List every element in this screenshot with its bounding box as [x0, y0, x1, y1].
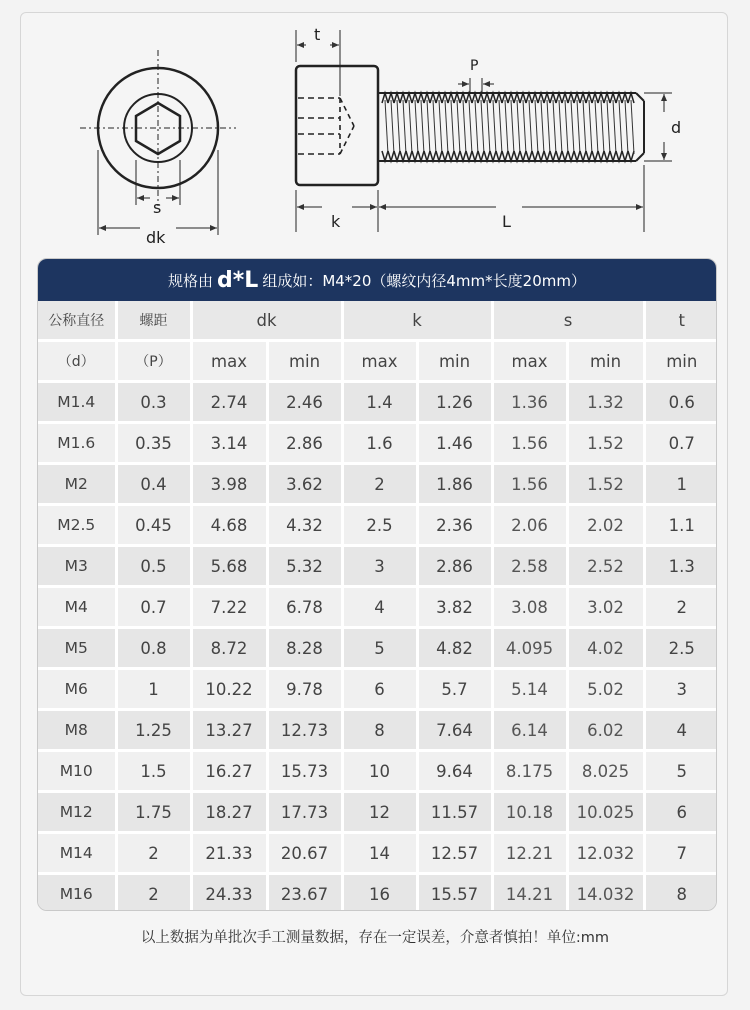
thread-tooth	[628, 151, 634, 161]
thread-line	[553, 100, 556, 154]
cell-k-min: 11.57	[417, 792, 492, 833]
cell-pitch: 0.8	[116, 628, 191, 669]
cell-t-min: 1	[644, 464, 717, 505]
thread-line	[595, 100, 598, 154]
thread-line	[439, 100, 442, 154]
cell-k-max: 5	[342, 628, 417, 669]
header-row-2	[38, 341, 717, 382]
cell-dk-max: 5.68	[191, 546, 267, 587]
thread-tooth	[424, 151, 430, 161]
table-row	[38, 669, 717, 710]
thread-tooth	[610, 151, 616, 161]
table-row	[38, 792, 717, 833]
thread-line	[499, 100, 502, 154]
cell-s-max: 2.06	[492, 505, 567, 546]
header-s: s	[492, 301, 644, 341]
thread-tooth	[388, 151, 394, 161]
thread-tooth	[532, 151, 538, 161]
screw-head	[296, 66, 378, 185]
cell-dk-max: 18.27	[191, 792, 267, 833]
cell-nominal-diameter: M3	[38, 546, 116, 587]
d-label: d	[671, 118, 682, 137]
thread-tooth	[436, 151, 442, 161]
thread-line	[427, 100, 430, 154]
banner-formula: d*L	[217, 267, 259, 293]
cell-pitch: 1.5	[116, 751, 191, 792]
table-row	[38, 505, 717, 546]
thread-tooth	[448, 151, 454, 161]
thread-line	[391, 100, 394, 154]
cell-nominal-diameter: M6	[38, 669, 116, 710]
cell-nominal-diameter: M16	[38, 874, 116, 912]
cell-nominal-diameter: M1.6	[38, 423, 116, 464]
cell-k-min: 2.36	[417, 505, 492, 546]
thread-tooth	[454, 151, 460, 161]
thread-line	[475, 100, 478, 154]
header-pitch-unit: （P）	[116, 341, 191, 382]
cell-dk-max: 13.27	[191, 710, 267, 751]
cell-s-min: 4.02	[567, 628, 644, 669]
cell-dk-min: 8.28	[267, 628, 342, 669]
thread-tooth	[592, 151, 598, 161]
cell-s-max: 12.21	[492, 833, 567, 874]
cell-dk-max: 2.74	[191, 382, 267, 423]
thread-line	[397, 100, 400, 154]
table-row	[38, 833, 717, 874]
thread-tooth	[442, 151, 448, 161]
spec-table	[38, 301, 717, 911]
cell-k-max: 1.6	[342, 423, 417, 464]
thread-line	[583, 100, 586, 154]
banner-suffix: 组成如：M4*20（螺纹内径4mm*长度20mm）	[262, 271, 586, 290]
cell-k-min: 7.64	[417, 710, 492, 751]
cell-k-max: 3	[342, 546, 417, 587]
thread-line	[565, 100, 568, 154]
header-dk-min: min	[267, 341, 342, 382]
cell-dk-max: 3.98	[191, 464, 267, 505]
cell-s-min: 8.025	[567, 751, 644, 792]
head-outer-circle	[98, 68, 218, 188]
thread-tooth	[616, 151, 622, 161]
thread-tooth	[478, 151, 484, 161]
thread-line	[547, 100, 550, 154]
thread-line	[421, 100, 424, 154]
thread-tooth	[502, 151, 508, 161]
thread-tooth	[538, 151, 544, 161]
cell-s-min: 6.02	[567, 710, 644, 751]
thread-tooth	[412, 151, 418, 161]
cell-t-min: 2	[644, 587, 717, 628]
cell-s-min: 3.02	[567, 587, 644, 628]
header-s-min: min	[567, 341, 644, 382]
thread-line	[403, 100, 406, 154]
cell-dk-min: 4.32	[267, 505, 342, 546]
cell-k-max: 6	[342, 669, 417, 710]
cell-k-max: 4	[342, 587, 417, 628]
thread-line	[607, 100, 610, 154]
cell-pitch: 2	[116, 874, 191, 912]
thread-line	[451, 100, 454, 154]
thread-tooth	[466, 151, 472, 161]
cell-s-max: 4.095	[492, 628, 567, 669]
cell-dk-min: 2.46	[267, 382, 342, 423]
cell-s-max: 5.14	[492, 669, 567, 710]
thread-tooth	[484, 151, 490, 161]
cell-nominal-diameter: M4	[38, 587, 116, 628]
cell-dk-min: 5.32	[267, 546, 342, 587]
cell-k-min: 2.86	[417, 546, 492, 587]
thread-tooth	[430, 151, 436, 161]
thread-line	[613, 100, 616, 154]
thread-tooth	[574, 151, 580, 161]
screw-drawing	[0, 0, 750, 250]
cell-k-min: 1.26	[417, 382, 492, 423]
cell-dk-max: 24.33	[191, 874, 267, 912]
cell-s-min: 10.025	[567, 792, 644, 833]
cell-dk-min: 17.73	[267, 792, 342, 833]
cell-t-min: 1.1	[644, 505, 717, 546]
cell-s-max: 1.36	[492, 382, 567, 423]
cell-pitch: 0.45	[116, 505, 191, 546]
cell-nominal-diameter: M10	[38, 751, 116, 792]
cell-pitch: 0.7	[116, 587, 191, 628]
thread-tooth	[490, 151, 496, 161]
cell-t-min: 8	[644, 874, 717, 912]
cell-nominal-diameter: M12	[38, 792, 116, 833]
table-row	[38, 628, 717, 669]
dk-label: dk	[146, 228, 166, 247]
table-row	[38, 423, 717, 464]
thread-line	[523, 100, 526, 154]
cell-dk-max: 4.68	[191, 505, 267, 546]
screw-diagram	[0, 0, 750, 250]
header-nominal-diameter: 公称直径	[38, 301, 116, 341]
cell-pitch: 0.4	[116, 464, 191, 505]
thread-line	[577, 100, 580, 154]
cell-dk-min: 12.73	[267, 710, 342, 751]
header-t: t	[644, 301, 717, 341]
thread-tooth	[544, 151, 550, 161]
thread-line	[505, 100, 508, 154]
t-label: t	[314, 25, 321, 44]
cell-dk-max: 16.27	[191, 751, 267, 792]
thread-line	[589, 100, 592, 154]
cell-s-max: 10.18	[492, 792, 567, 833]
s-label: s	[153, 198, 162, 217]
thread-line	[559, 100, 562, 154]
thread-tooth	[556, 151, 562, 161]
thread-line	[409, 100, 412, 154]
cell-k-min: 15.57	[417, 874, 492, 912]
cell-k-min: 3.82	[417, 587, 492, 628]
cell-dk-min: 20.67	[267, 833, 342, 874]
cell-s-min: 1.52	[567, 464, 644, 505]
cell-t-min: 0.6	[644, 382, 717, 423]
l-label: L	[502, 212, 511, 231]
spec-table-card	[37, 258, 717, 911]
cell-s-min: 1.32	[567, 382, 644, 423]
cell-k-max: 2.5	[342, 505, 417, 546]
thread-tooth	[520, 151, 526, 161]
thread-line	[463, 100, 466, 154]
thread-tooth	[508, 151, 514, 161]
cell-t-min: 5	[644, 751, 717, 792]
table-row	[38, 546, 717, 587]
cell-t-min: 4	[644, 710, 717, 751]
thread-tooth	[604, 151, 610, 161]
thread-tooth	[526, 151, 532, 161]
cell-k-max: 12	[342, 792, 417, 833]
thread-tooth	[514, 151, 520, 161]
thread-tooth	[586, 151, 592, 161]
cell-t-min: 3	[644, 669, 717, 710]
thread-line	[445, 100, 448, 154]
cell-s-min: 2.02	[567, 505, 644, 546]
table-banner	[38, 259, 716, 301]
header-row-1	[38, 301, 717, 341]
cell-dk-min: 23.67	[267, 874, 342, 912]
header-dk: dk	[191, 301, 342, 341]
cell-s-max: 3.08	[492, 587, 567, 628]
header-s-max: max	[492, 341, 567, 382]
header-k-min: min	[417, 341, 492, 382]
table-row	[38, 710, 717, 751]
thread-line	[385, 100, 388, 154]
cell-dk-min: 2.86	[267, 423, 342, 464]
header-nominal-diameter-unit: （d）	[38, 341, 116, 382]
cell-nominal-diameter: M2.5	[38, 505, 116, 546]
thread-tooth	[550, 151, 556, 161]
thread-line	[469, 100, 472, 154]
cell-k-max: 14	[342, 833, 417, 874]
side-view	[296, 30, 672, 232]
thread-line	[529, 100, 532, 154]
thread-tooth	[622, 151, 628, 161]
footnote: 以上数据为单批次手工测量数据，存在一定误差，介意者慎拍！单位:mm	[140, 930, 610, 946]
cell-k-min: 4.82	[417, 628, 492, 669]
cell-s-max: 2.58	[492, 546, 567, 587]
thread-line	[541, 100, 544, 154]
thread-tooth	[472, 151, 478, 161]
k-label: k	[331, 212, 341, 231]
cell-pitch: 0.5	[116, 546, 191, 587]
cell-dk-min: 9.78	[267, 669, 342, 710]
cell-s-min: 1.52	[567, 423, 644, 464]
cell-dk-max: 8.72	[191, 628, 267, 669]
thread-line	[481, 100, 484, 154]
cell-s-max: 6.14	[492, 710, 567, 751]
cell-k-max: 2	[342, 464, 417, 505]
cell-t-min: 7	[644, 833, 717, 874]
thread-tooth	[562, 151, 568, 161]
header-k-max: max	[342, 341, 417, 382]
cell-t-min: 2.5	[644, 628, 717, 669]
thread-line	[571, 100, 574, 154]
cell-k-max: 8	[342, 710, 417, 751]
table-row	[38, 464, 717, 505]
cell-k-max: 16	[342, 874, 417, 912]
table-row	[38, 382, 717, 423]
thread-tooth	[418, 151, 424, 161]
cell-nominal-diameter: M2	[38, 464, 116, 505]
cell-pitch: 1	[116, 669, 191, 710]
thread-line	[517, 100, 520, 154]
thread-tooth	[400, 151, 406, 161]
thread-tooth	[496, 151, 502, 161]
cell-t-min: 0.7	[644, 423, 717, 464]
cell-s-max: 8.175	[492, 751, 567, 792]
cell-pitch: 1.75	[116, 792, 191, 833]
cell-t-min: 6	[644, 792, 717, 833]
header-k: k	[342, 301, 492, 341]
cell-pitch: 1.25	[116, 710, 191, 751]
cell-nominal-diameter: M14	[38, 833, 116, 874]
p-label: P	[470, 58, 479, 74]
cell-pitch: 0.35	[116, 423, 191, 464]
cell-dk-min: 3.62	[267, 464, 342, 505]
cell-dk-min: 6.78	[267, 587, 342, 628]
cell-dk-max: 10.22	[191, 669, 267, 710]
header-t-min: min	[644, 341, 717, 382]
thread-line	[433, 100, 436, 154]
thread-line	[457, 100, 460, 154]
cell-k-min: 9.64	[417, 751, 492, 792]
cell-s-max: 1.56	[492, 464, 567, 505]
thread-line	[601, 100, 604, 154]
thread-line	[631, 100, 634, 154]
cell-pitch: 2	[116, 833, 191, 874]
thread-line	[535, 100, 538, 154]
thread-line	[625, 100, 628, 154]
cell-s-max: 1.56	[492, 423, 567, 464]
table-row	[38, 587, 717, 628]
thread-tooth	[394, 151, 400, 161]
thread-line	[619, 100, 622, 154]
thread-line	[493, 100, 496, 154]
cell-t-min: 1.3	[644, 546, 717, 587]
cell-dk-max: 7.22	[191, 587, 267, 628]
cell-k-min: 5.7	[417, 669, 492, 710]
cell-dk-min: 15.73	[267, 751, 342, 792]
cell-k-max: 1.4	[342, 382, 417, 423]
cell-k-max: 10	[342, 751, 417, 792]
thread-line	[415, 100, 418, 154]
cell-s-max: 14.21	[492, 874, 567, 912]
thread-tooth	[460, 151, 466, 161]
table-row	[38, 751, 717, 792]
cell-s-min: 2.52	[567, 546, 644, 587]
thread-tooth	[382, 151, 388, 161]
thread-tooth	[568, 151, 574, 161]
cell-k-min: 1.46	[417, 423, 492, 464]
cell-dk-max: 3.14	[191, 423, 267, 464]
thread-tooth	[598, 151, 604, 161]
cell-k-min: 1.86	[417, 464, 492, 505]
cell-s-min: 14.032	[567, 874, 644, 912]
banner-prefix: 规格由	[168, 271, 214, 290]
thread-line	[487, 100, 490, 154]
thread-line	[511, 100, 514, 154]
cell-s-min: 5.02	[567, 669, 644, 710]
cell-nominal-diameter: M5	[38, 628, 116, 669]
cell-s-min: 12.032	[567, 833, 644, 874]
cell-nominal-diameter: M1.4	[38, 382, 116, 423]
header-pitch: 螺距	[116, 301, 191, 341]
table-row	[38, 874, 717, 912]
header-dk-max: max	[191, 341, 267, 382]
cell-nominal-diameter: M8	[38, 710, 116, 751]
thread-tooth	[580, 151, 586, 161]
cell-pitch: 0.3	[116, 382, 191, 423]
thread-tooth	[406, 151, 412, 161]
cell-k-min: 12.57	[417, 833, 492, 874]
cell-dk-max: 21.33	[191, 833, 267, 874]
